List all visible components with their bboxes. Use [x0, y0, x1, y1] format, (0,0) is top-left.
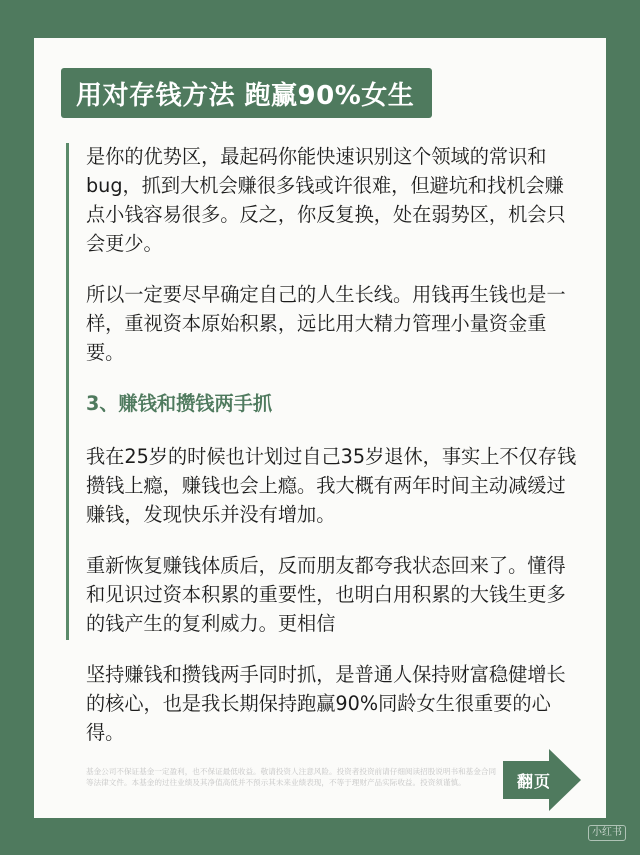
left-accent-rule: [66, 143, 69, 640]
title-banner: [61, 68, 432, 118]
next-page-label: 翻页: [517, 772, 552, 791]
page-title: 用对存钱方法 跑赢90%女生: [76, 80, 415, 111]
paragraph: 重新恢复赚钱体质后，反而朋友都夸我状态回来了。懂得和见识过资本积累的重要性，也明白用积累的大钱生更多的钱产生的复利威力。更相信: [86, 554, 566, 635]
watermark-logo: 小红书: [588, 825, 626, 841]
paragraph: 是你的优势区，最起码你能快速识别这个领域的常识和bug，抓到大机会赚很多钱或许很难，但避坑和找机会赚点小钱容易很多。反之，你反复换，处在弱势区，机会只会更少。: [86, 145, 566, 255]
risk-disclaimer: 基金公司不保证基金一定盈利，也不保证最低收益。敬请投资人注意风险。投资者投资前请仔细阅读招股说明书和基金合同等法律文件。本基金的过往业绩及其净值高低并不预示其未来业绩表现，不等于理财产品实际收益。投资须谨慎。: [86, 767, 497, 787]
paragraph: 所以一定要尽早确定自己的人生长线。用钱再生钱也是一样，重视资本原始积累，远比用大精力管理小量资金重要。: [86, 283, 566, 364]
next-page-button[interactable]: [503, 749, 581, 811]
paragraph: 我在25岁的时候也计划过自己35岁退休，事实上不仅存钱攒钱上瘾，赚钱也会上瘾。我大概有两年时间主动减缓过赚钱，发现快乐并没有增加。: [86, 445, 577, 526]
paragraph: 坚持赚钱和攒钱两手同时抓，是普通人保持财富稳健增长的核心，也是我长期保持跑赢90%同龄女生很重要的心得。: [86, 663, 566, 744]
section-heading: 3、赚钱和攒钱两手抓: [86, 392, 273, 415]
article-body: [86, 142, 582, 769]
